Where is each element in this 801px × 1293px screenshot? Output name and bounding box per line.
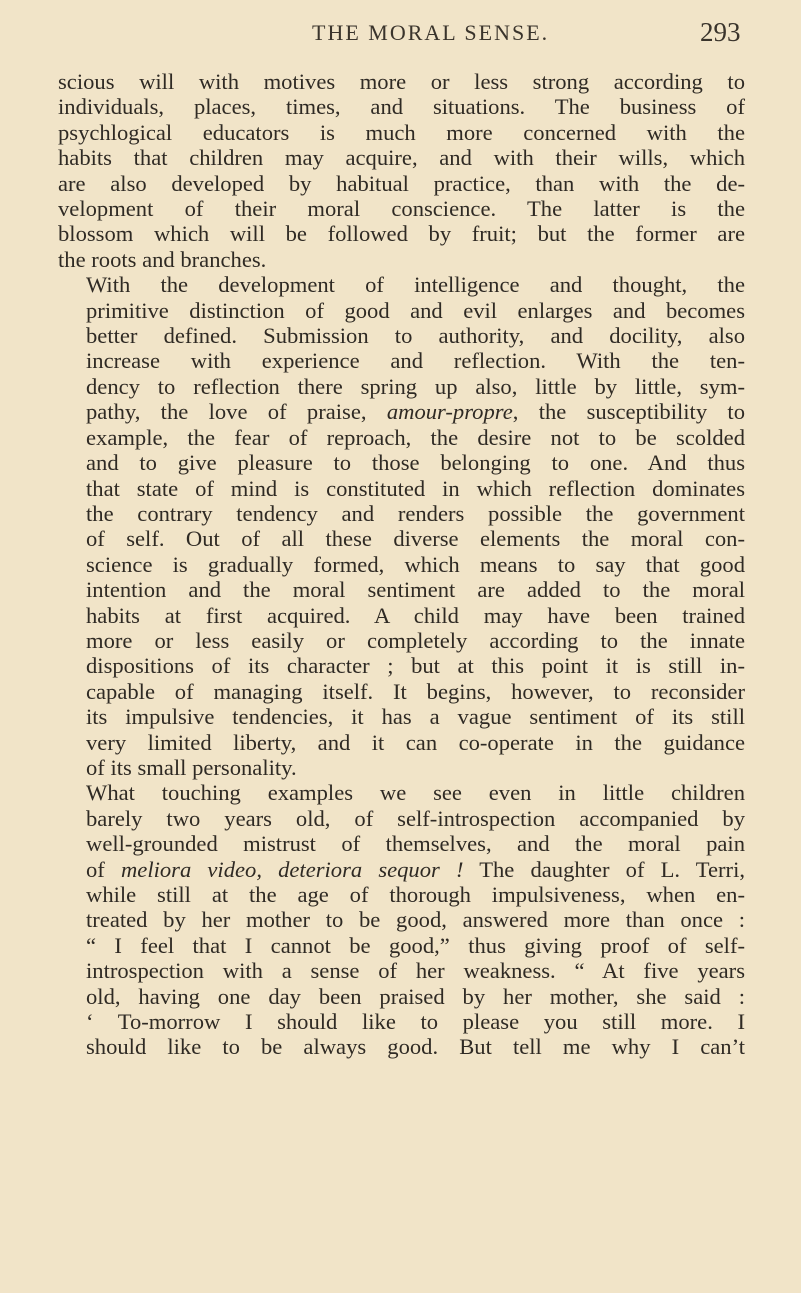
running-head: [0, 14, 801, 54]
text-line: primitive distinction of good and evil enlarges and becomes: [86, 297, 745, 323]
text-line: of meliora video, deteriora sequor ! The daughter of L. Terri,: [86, 856, 745, 882]
paragraph-2: [58, 272, 745, 780]
text-line: science is gradually formed, which means to say that good: [86, 551, 745, 577]
text-line: better defined. Submission to authority, and docility, also: [86, 323, 745, 349]
text-line: dency to reflection there spring up also, little by little, sym-: [86, 373, 745, 399]
text-line: the roots and branches.: [58, 246, 267, 272]
text-line: intention and the moral sentiment are added to the moral: [86, 577, 745, 603]
text-line: With the development of intelligence and thought, the: [86, 272, 745, 298]
text-line: should like to be always good. But tell me why I can’t: [86, 1034, 745, 1060]
text-line: while still at the age of thorough impulsiveness, when en-: [86, 882, 745, 907]
text-line: old, having one day been praised by her mother, she said :: [86, 983, 745, 1009]
text-line: treated by her mother to be good, answered more than once :: [86, 907, 745, 933]
text-line: “ I feel that I cannot be good,” thus giving proof of self-: [86, 932, 745, 958]
text-line: blossom which will be followed by fruit; but the former are: [58, 221, 745, 247]
text-line: more or less easily or completely according to the innate: [86, 627, 745, 653]
text-line: pathy, the love of praise, amour-propre, the susceptibility to: [86, 399, 745, 425]
paragraph-3: [58, 780, 745, 1059]
text-line: example, the fear of reproach, the desire not to be scolded: [86, 424, 745, 450]
text-line: very limited liberty, and it can co-operate in the guidance: [86, 729, 745, 755]
text-line: What touching examples we see even in little children: [86, 780, 745, 806]
text-line: are also developed by habitual practice, than with the de-: [58, 170, 745, 196]
text-line: increase with experience and reflection. With the ten-: [86, 348, 745, 374]
running-head-title: THE MORAL SENSE.: [312, 20, 550, 45]
text-line: individuals, places, times, and situations. The business of: [58, 94, 745, 120]
text-line: and to give pleasure to those belonging to one. And thus: [86, 450, 745, 476]
text-line: barely two years old, of self-introspection accompanied by: [86, 805, 745, 831]
text-line: scious will with motives more or less strong according to: [58, 69, 745, 94]
text-line: of self. Out of all these diverse elements the moral con-: [86, 526, 745, 552]
text-line: habits at first acquired. A child may have been trained: [86, 602, 745, 628]
page-number: 293: [700, 17, 741, 47]
italic-phrase: meliora video, deteriora sequor !: [120, 856, 464, 882]
text-line: dispositions of its character ; but at this point it is still in-: [86, 653, 745, 679]
text-line: the contrary tendency and renders possible the government: [86, 500, 745, 526]
text-line: psychlogical educators is much more concerned with the: [58, 119, 745, 145]
paragraph-1: [58, 69, 745, 272]
text-line: ‘ To-morrow I should like to please you still more. I: [86, 1009, 745, 1035]
text-line: of its small personality.: [86, 754, 297, 780]
text-line: its impulsive tendencies, it has a vague sentiment of its still: [86, 704, 745, 730]
text-line: well-grounded mistrust of themselves, and the moral pain: [86, 831, 745, 857]
text-line: introspection with a sense of her weakness. “ At five years: [86, 958, 745, 984]
text-line: velopment of their moral conscience. The latter is the: [58, 196, 745, 222]
text-line: habits that children may acquire, and with their wills, which: [58, 145, 745, 171]
italic-phrase: amour-propre: [386, 399, 513, 425]
body-text: [58, 69, 745, 1060]
text-line: capable of managing itself. It begins, however, to reconsider: [86, 678, 745, 704]
text-line: that state of mind is constituted in which reflection dominates: [86, 475, 745, 501]
